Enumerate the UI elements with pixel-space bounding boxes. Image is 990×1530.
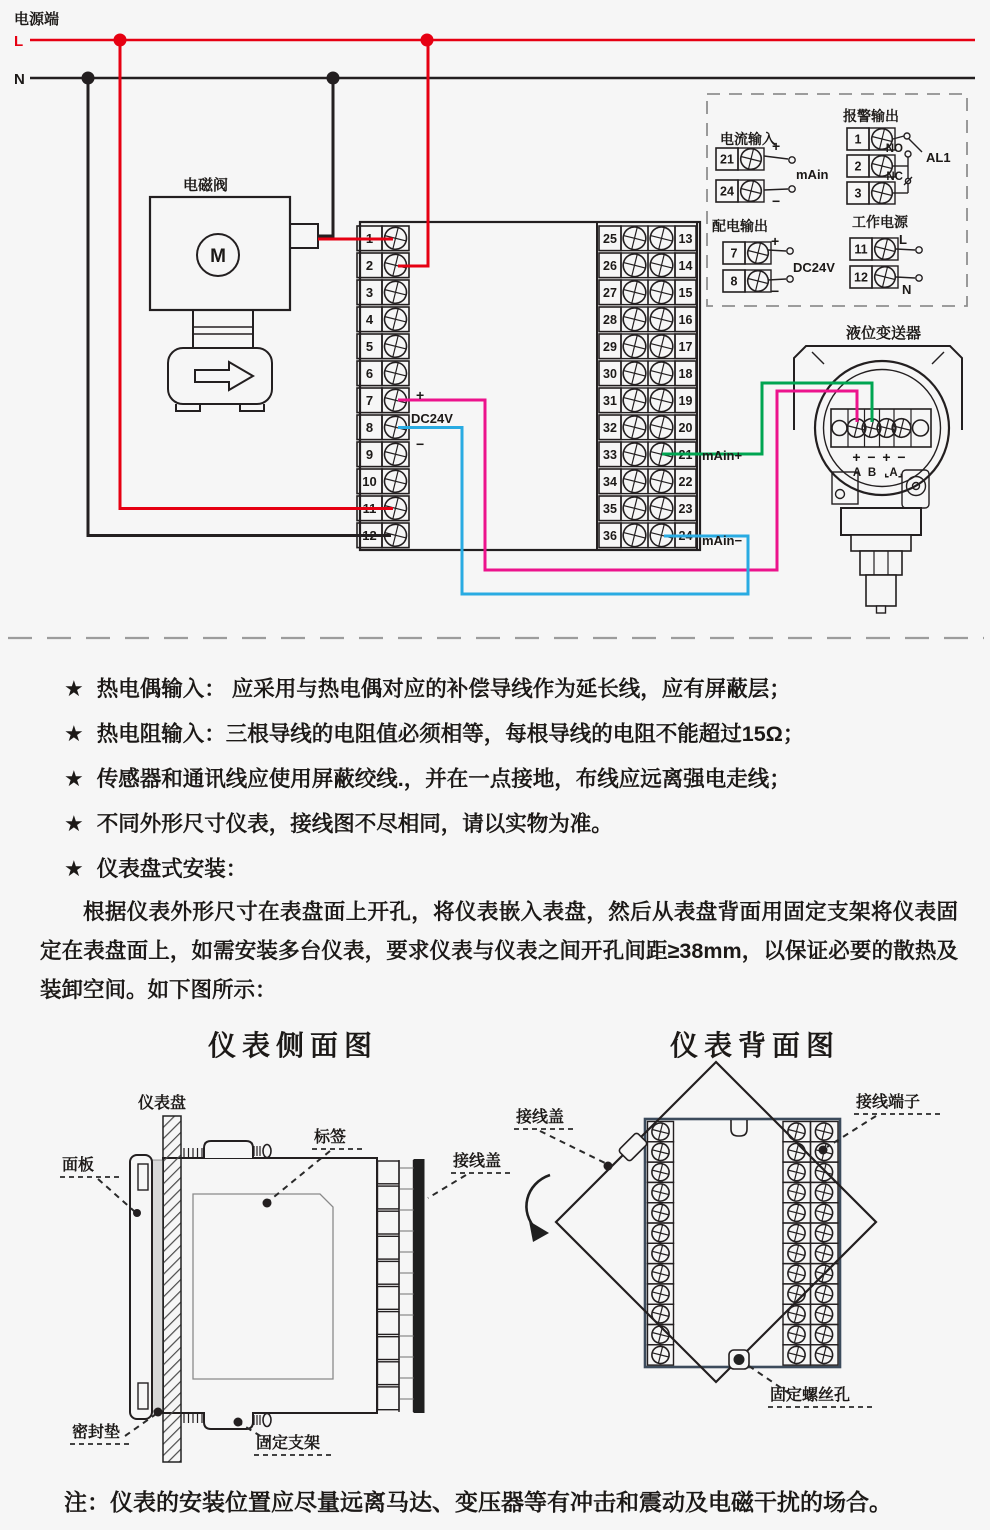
terminal-number: 28: [603, 312, 617, 327]
current-input-title: 电流输入: [720, 131, 776, 147]
note-item: [64, 766, 969, 792]
terminal-number: 2: [854, 159, 862, 174]
transmitter-polarity: −: [897, 449, 906, 465]
terminal-number: 1: [854, 132, 862, 147]
terminal-screw-icon: [621, 387, 648, 414]
main-plus-label: mAin+: [702, 448, 743, 463]
terminal-number: 6: [365, 365, 374, 381]
note-text: 不同外形尺寸仪表，接线图不尽相同，请以实物为准。: [96, 812, 613, 836]
wire-n-to-t12: [88, 78, 391, 536]
terminal-screw-icon: [746, 241, 771, 266]
terminal-screw-icon: [873, 265, 898, 290]
terminal-number: 19: [678, 393, 693, 408]
terminal-comb: [400, 1168, 414, 1399]
ci-plus: +: [772, 138, 781, 154]
transmitter-polarity: +: [852, 449, 861, 465]
wiring-cover-bar: [414, 1159, 425, 1413]
ci-minus: −: [772, 193, 781, 209]
terminal-screw-icon: [648, 252, 675, 279]
wp-l: L: [899, 232, 907, 247]
terminal-number: 35: [603, 501, 617, 516]
terminal-screw-icon: [621, 225, 648, 252]
panel-label: 仪表盘: [138, 1095, 187, 1112]
terminal-number: 24: [720, 184, 734, 199]
terminal-screw-icon: [621, 252, 648, 279]
hookup-wires: [88, 40, 872, 594]
back-view-title: 仪表背面图: [670, 1031, 841, 1062]
wire-l-to-t11: [120, 40, 393, 509]
t7-plus-label: +: [416, 387, 425, 403]
terminal-number: 4: [365, 311, 374, 327]
cover-label-back: 接线盖: [516, 1109, 565, 1126]
terminal-screw-icon: [621, 414, 648, 441]
al1-label: AL1: [926, 150, 951, 165]
terminal-number: 12: [854, 270, 868, 285]
terminal-screw-icon: [621, 360, 648, 387]
terminal-number: 1: [365, 230, 374, 246]
solenoid-valve: [150, 176, 318, 411]
note-text: 传感器和通讯线应使用屏蔽绞线.，并在一点接地，布线应远离强电走线；: [96, 767, 791, 791]
bottom-bracket: [184, 1412, 271, 1429]
terminal-screw-icon: [648, 495, 675, 522]
terminal-number: 15: [678, 285, 693, 300]
line-n-label: N: [14, 71, 25, 88]
note-item: [64, 721, 969, 747]
terminal-screw-icon: [746, 269, 771, 294]
star-icon: ★: [64, 766, 84, 791]
terminal-number: 9: [365, 446, 374, 462]
nc-label: NC: [886, 171, 903, 183]
terminal-number: 26: [603, 258, 617, 273]
star-icon: ★: [64, 856, 84, 881]
terminal-number: 22: [678, 474, 693, 489]
cover-label-side: 接线盖: [453, 1153, 502, 1170]
screw-hole-label: 固定螺丝孔: [770, 1387, 851, 1404]
terminal-number: 5: [365, 338, 374, 354]
gasket-label: 密封垫: [72, 1424, 121, 1441]
side-view-title: 仪表侧面图: [208, 1031, 379, 1062]
terminal-screw-icon: [621, 522, 648, 549]
terminal-screw-icon: [648, 414, 675, 441]
terminal-screw-icon: [648, 279, 675, 306]
terminal-screw-icon: [382, 306, 409, 333]
terminal-screw-icon: [621, 279, 648, 306]
front-label: 面板: [62, 1157, 95, 1174]
terminal-number: 27: [603, 285, 617, 300]
terminal-screw-icon: [873, 237, 898, 262]
terminal-screw-icon: [870, 181, 895, 206]
po-plus: +: [771, 233, 780, 249]
terminal-screw-icon: [648, 387, 675, 414]
flow-arrow-icon: [195, 362, 253, 390]
terminal-number: 7: [365, 392, 374, 408]
terminal-screw-icon: [739, 179, 764, 204]
level-transmitter: [794, 324, 962, 613]
terminals-label: 接线端子: [856, 1094, 921, 1111]
terminal-number: 8: [365, 419, 374, 435]
terminal-number: 10: [362, 473, 377, 489]
terminal-number: 30: [603, 366, 617, 381]
terminal-screw-icon: [648, 468, 675, 495]
note-item: [64, 856, 969, 882]
panel-wall: [163, 1116, 181, 1462]
terminal-screw-icon: [382, 441, 409, 468]
transmitter-pin: A: [852, 467, 862, 479]
terminal-screw-icon: [648, 225, 675, 252]
terminal-screw-icon: [621, 306, 648, 333]
terminal-screw-icon: [621, 468, 648, 495]
tag-label: 标签: [314, 1129, 347, 1146]
wire-n-to-solenoid: [318, 78, 333, 236]
terminal-number: 18: [678, 366, 693, 381]
notes-list: [64, 676, 969, 901]
instrument-body: [163, 1158, 377, 1413]
terminal-number: 16: [678, 312, 693, 327]
transmitter-pin: B: [867, 467, 877, 479]
side-view-figure: [60, 1093, 513, 1462]
terminal-strip-middle: [597, 222, 697, 550]
terminal-strip-left: [357, 225, 409, 549]
power-terminal-label: 电源端: [14, 11, 60, 28]
terminal-number: 2: [365, 257, 374, 273]
top-bracket: [184, 1141, 271, 1158]
po-minus: −: [771, 283, 780, 299]
solenoid-label: 电磁阀: [183, 177, 229, 194]
terminal-number: 31: [603, 393, 617, 408]
terminal-screw-icon: [382, 468, 409, 495]
terminal-number: 29: [603, 339, 617, 354]
terminal-screw-icon: [382, 279, 409, 306]
terminal-number: 33: [603, 447, 617, 462]
terminal-screw-icon: [382, 333, 409, 360]
terminal-number: 24: [678, 528, 693, 543]
terminal-number: 21: [678, 447, 693, 462]
star-icon: ★: [64, 676, 84, 701]
terminal-screw-icon: [648, 306, 675, 333]
footnote: 注：仪表的安装位置应尽量远离马达、变压器等有冲击和震动及电磁干扰的场合。: [64, 1489, 892, 1515]
power-output-title: 配电输出: [712, 218, 768, 234]
po-label: DC24V: [793, 260, 835, 275]
terminal-number: 14: [678, 258, 693, 273]
io-panel: [707, 94, 967, 306]
front-bezel: [130, 1155, 152, 1419]
terminal-screw-icon: [739, 147, 764, 172]
ci-label: mAin: [796, 167, 829, 182]
wp-n: N: [902, 282, 912, 297]
star-icon: ★: [64, 721, 84, 746]
motor-symbol: M: [210, 246, 226, 267]
terminal-screw-icon: [648, 333, 675, 360]
terminal-number: 11: [362, 500, 377, 516]
terminal-number: 23: [678, 501, 693, 516]
side-terminal-blocks: [378, 1161, 400, 1410]
terminal-number: 36: [603, 528, 617, 543]
terminal-screw-icon: [648, 360, 675, 387]
terminal-screw-icon: [621, 495, 648, 522]
no-label: NO: [885, 143, 903, 155]
terminal-number: 3: [854, 186, 862, 201]
bracket-label: 固定支架: [256, 1435, 321, 1452]
sealing-gasket: [152, 1160, 163, 1411]
terminal-number: 8: [730, 274, 738, 289]
transmitter-polarity: +: [882, 449, 891, 465]
transmitter-pin: ⌞A⌟: [883, 467, 904, 479]
terminal-screw-icon: [621, 333, 648, 360]
transmitter-polarity: −: [867, 449, 876, 465]
terminal-number: 25: [603, 231, 617, 246]
terminal-number: 3: [365, 284, 374, 300]
wire-l-to-t2: [398, 40, 428, 266]
note-text: 热电偶输入： 应采用与热电偶对应的补偿导线作为延长线，应有屏蔽层；: [96, 677, 791, 701]
t8-minus-label: −: [416, 436, 425, 452]
note-item: [64, 811, 969, 837]
terminal-number: 12: [362, 527, 377, 543]
cover-tab: [618, 1132, 648, 1162]
install-paragraph: 根据仪表外形尺寸在表盘面上开孔，将仪表嵌入表盘，然后从表盘背面用固定支架将仪表固定在表盘面上，如需安装多台仪表，要求仪表与仪表之间开孔间距≥38mm，以保证必要的散热及装卸空间。如下图所示：: [40, 900, 958, 1002]
transmitter-title: 液位变送器: [846, 325, 922, 342]
terminal-number: 34: [603, 474, 617, 489]
terminal-number: 21: [720, 152, 734, 167]
terminal-number: 20: [678, 420, 693, 435]
note-text: 仪表盘式安装：: [96, 857, 248, 881]
back-view-figure: [514, 1062, 940, 1407]
terminal-number: 13: [678, 231, 693, 246]
terminal-number: 7: [730, 246, 738, 261]
terminal-number: 17: [678, 339, 693, 354]
alarm-output-title: 报警输出: [843, 108, 899, 124]
valve-connector: [290, 224, 318, 248]
note-item: [64, 676, 969, 702]
terminal-screw-icon: [382, 360, 409, 387]
terminal-screw-icon: [621, 441, 648, 468]
installation-diagrams: [0, 1055, 990, 1480]
terminal-number: 11: [854, 242, 868, 257]
main-minus-label: mAin−: [702, 533, 743, 548]
line-l-label: L: [14, 33, 24, 50]
wiring-diagram: [0, 0, 990, 650]
work-power-title: 工作电源: [852, 214, 908, 230]
dc24v-label: DC24V: [411, 411, 453, 426]
note-text: 热电阻输入：三根导线的电阻值必须相等，每根导线的电阻不能超过15Ω；: [96, 722, 805, 746]
star-icon: ★: [64, 811, 84, 836]
terminal-number: 32: [603, 420, 617, 435]
valve-body: [168, 348, 272, 404]
